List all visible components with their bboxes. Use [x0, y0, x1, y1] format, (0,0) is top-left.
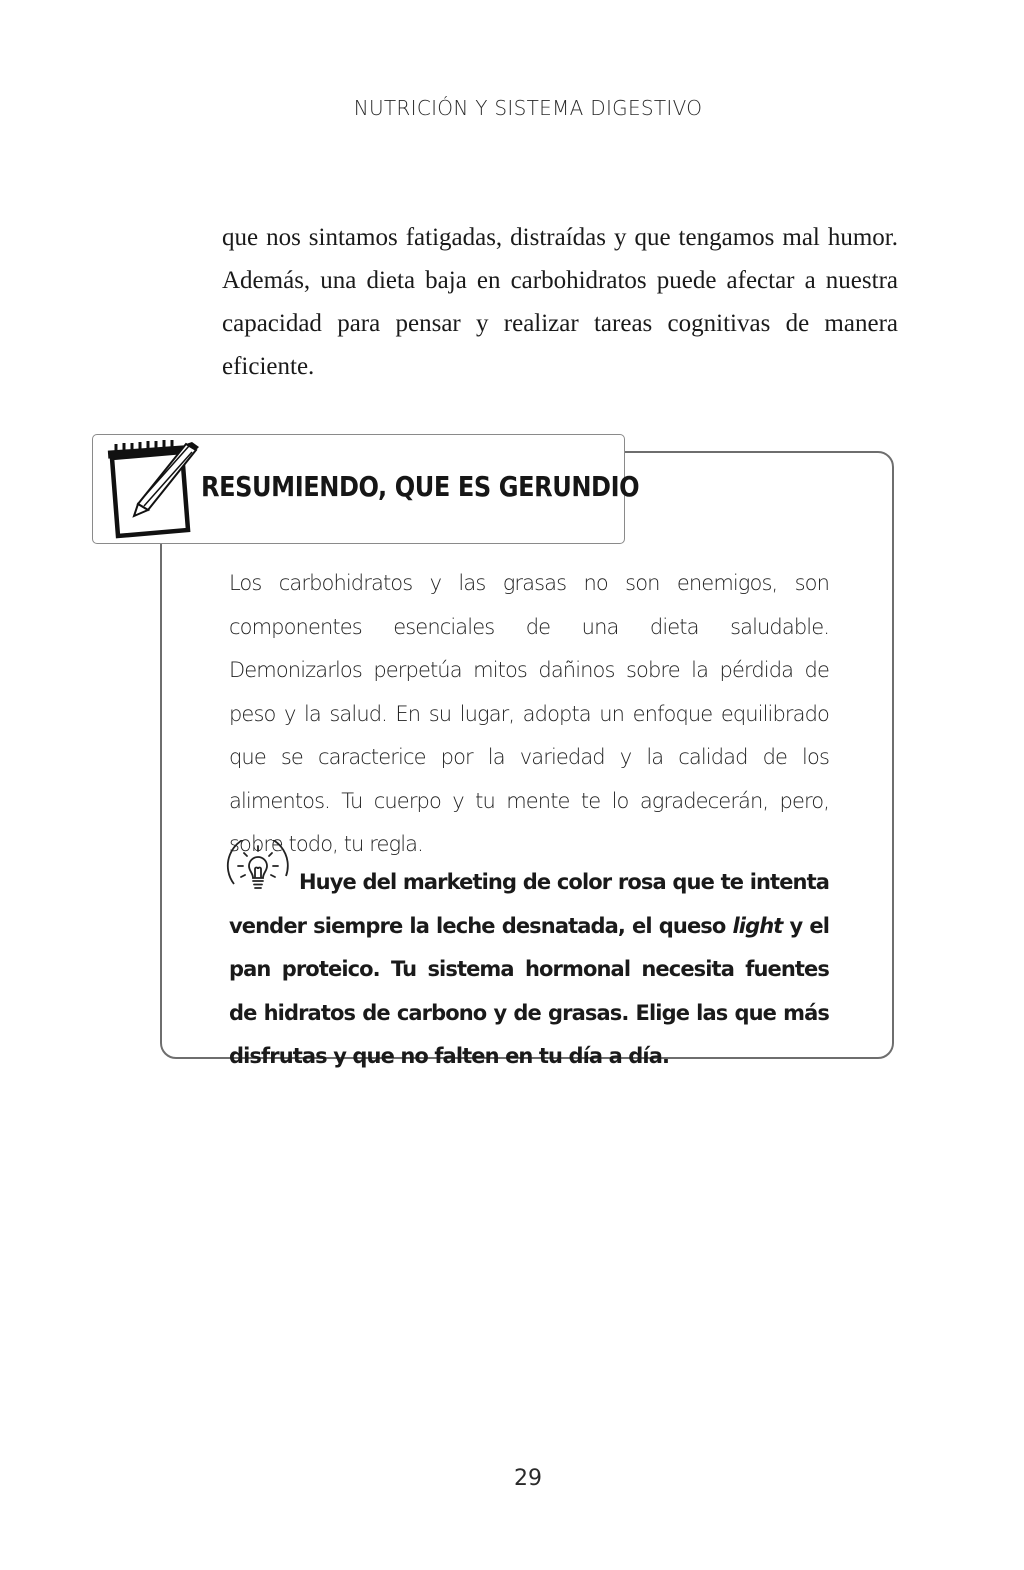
- page-number: 29: [514, 1466, 542, 1491]
- running-head: NUTRICIÓN Y SISTEMA DIGESTIVO: [353, 96, 703, 120]
- notepad-pencil-icon: [104, 440, 200, 540]
- tip-text: Huye del marketing de color rosa que te intenta vender siempre la leche desnatada, el queso light y el pan proteico. Tu sistema hormonal necesita fuentes de hidratos de carbono y de grasas. Elige las que más disfrutas y que no falten en tu día a día.: [229, 870, 829, 1068]
- body-paragraph: que nos sintamos fatigadas, distraídas y que tengamos mal humor. Además, una dieta baja en carbohidratos puede afectar a nuestra capacidad para pensar y realizar tareas cognitivas de manera eficiente.: [222, 224, 898, 380]
- tip-italic-word: light: [732, 913, 783, 938]
- summary-box-text: Los carbohidratos y las grasas no son enemigos, son componentes esenciales de una dieta saludable. Demonizarlos perpetúa mitos dañinos sobre la pérdida de peso y la salud. En su lugar, adopta un enfoque equilibrado que se caracterice por la variedad y la calidad de los alimentos. Tu cuerpo y tu mente te lo agradecerán, pero, sobre todo, tu regla.: [229, 571, 829, 856]
- summary-box-title: RESUMIENDO, QUE ES GERUNDIO: [201, 470, 640, 503]
